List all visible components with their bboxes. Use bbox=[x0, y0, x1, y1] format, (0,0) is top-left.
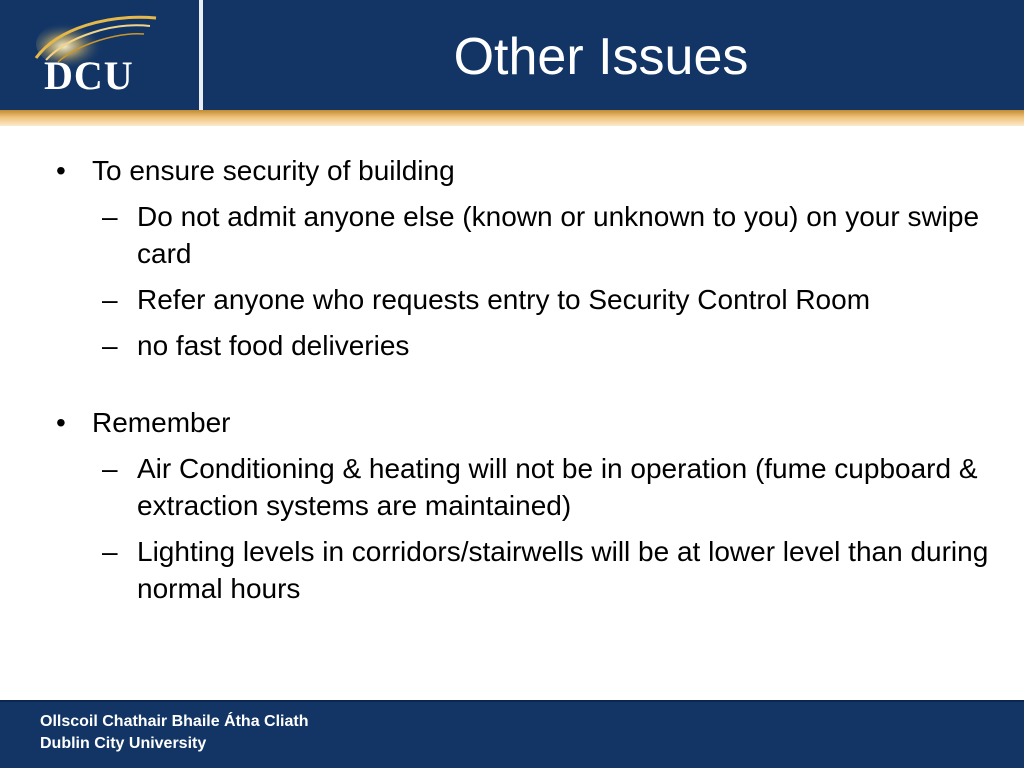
sub-bullet-text: Lighting levels in corridors/stairwells will be at lower level than during normal hours bbox=[137, 536, 989, 604]
dash-icon: – bbox=[102, 201, 118, 232]
bullet-text: Remember bbox=[92, 407, 231, 438]
sub-bullet-text: Air Conditioning & heating will not be in operation (fume cupboard & extraction systems are maintained) bbox=[137, 453, 978, 521]
sub-bullet-item bbox=[52, 281, 992, 318]
bullet-item bbox=[52, 152, 992, 189]
bullet-text: To ensure security of building bbox=[92, 155, 455, 186]
header-bar bbox=[0, 0, 1024, 110]
bullet-icon: • bbox=[56, 155, 66, 186]
footer-bar bbox=[0, 700, 1024, 768]
sub-bullet-item bbox=[52, 450, 992, 524]
gold-accent-bar bbox=[0, 110, 1024, 126]
dash-icon: – bbox=[102, 330, 118, 361]
sub-bullet-item bbox=[52, 198, 992, 272]
footer-english-name: Dublin City University bbox=[40, 735, 207, 752]
footer-irish-name: Ollscoil Chathair Bhaile Átha Cliath bbox=[40, 713, 309, 730]
logo-text: DCU bbox=[44, 53, 134, 98]
bullet-item bbox=[52, 404, 992, 441]
sub-bullet-text: Do not admit anyone else (known or unknown to you) on your swipe card bbox=[137, 201, 980, 269]
dash-icon: – bbox=[102, 536, 118, 567]
dash-icon: – bbox=[102, 284, 118, 315]
bullet-spacer bbox=[52, 364, 992, 404]
sub-bullet-item bbox=[52, 327, 992, 364]
sub-bullet-item bbox=[52, 533, 992, 607]
bullet-icon: • bbox=[56, 407, 66, 438]
sub-bullet-text: Refer anyone who requests entry to Security Control Room bbox=[137, 284, 871, 315]
dcu-logo bbox=[0, 0, 200, 110]
slide-content bbox=[52, 152, 992, 607]
slide-title: Other Issues bbox=[453, 28, 749, 86]
sub-bullet-text: no fast food deliveries bbox=[137, 330, 410, 361]
dash-icon: – bbox=[102, 453, 118, 484]
